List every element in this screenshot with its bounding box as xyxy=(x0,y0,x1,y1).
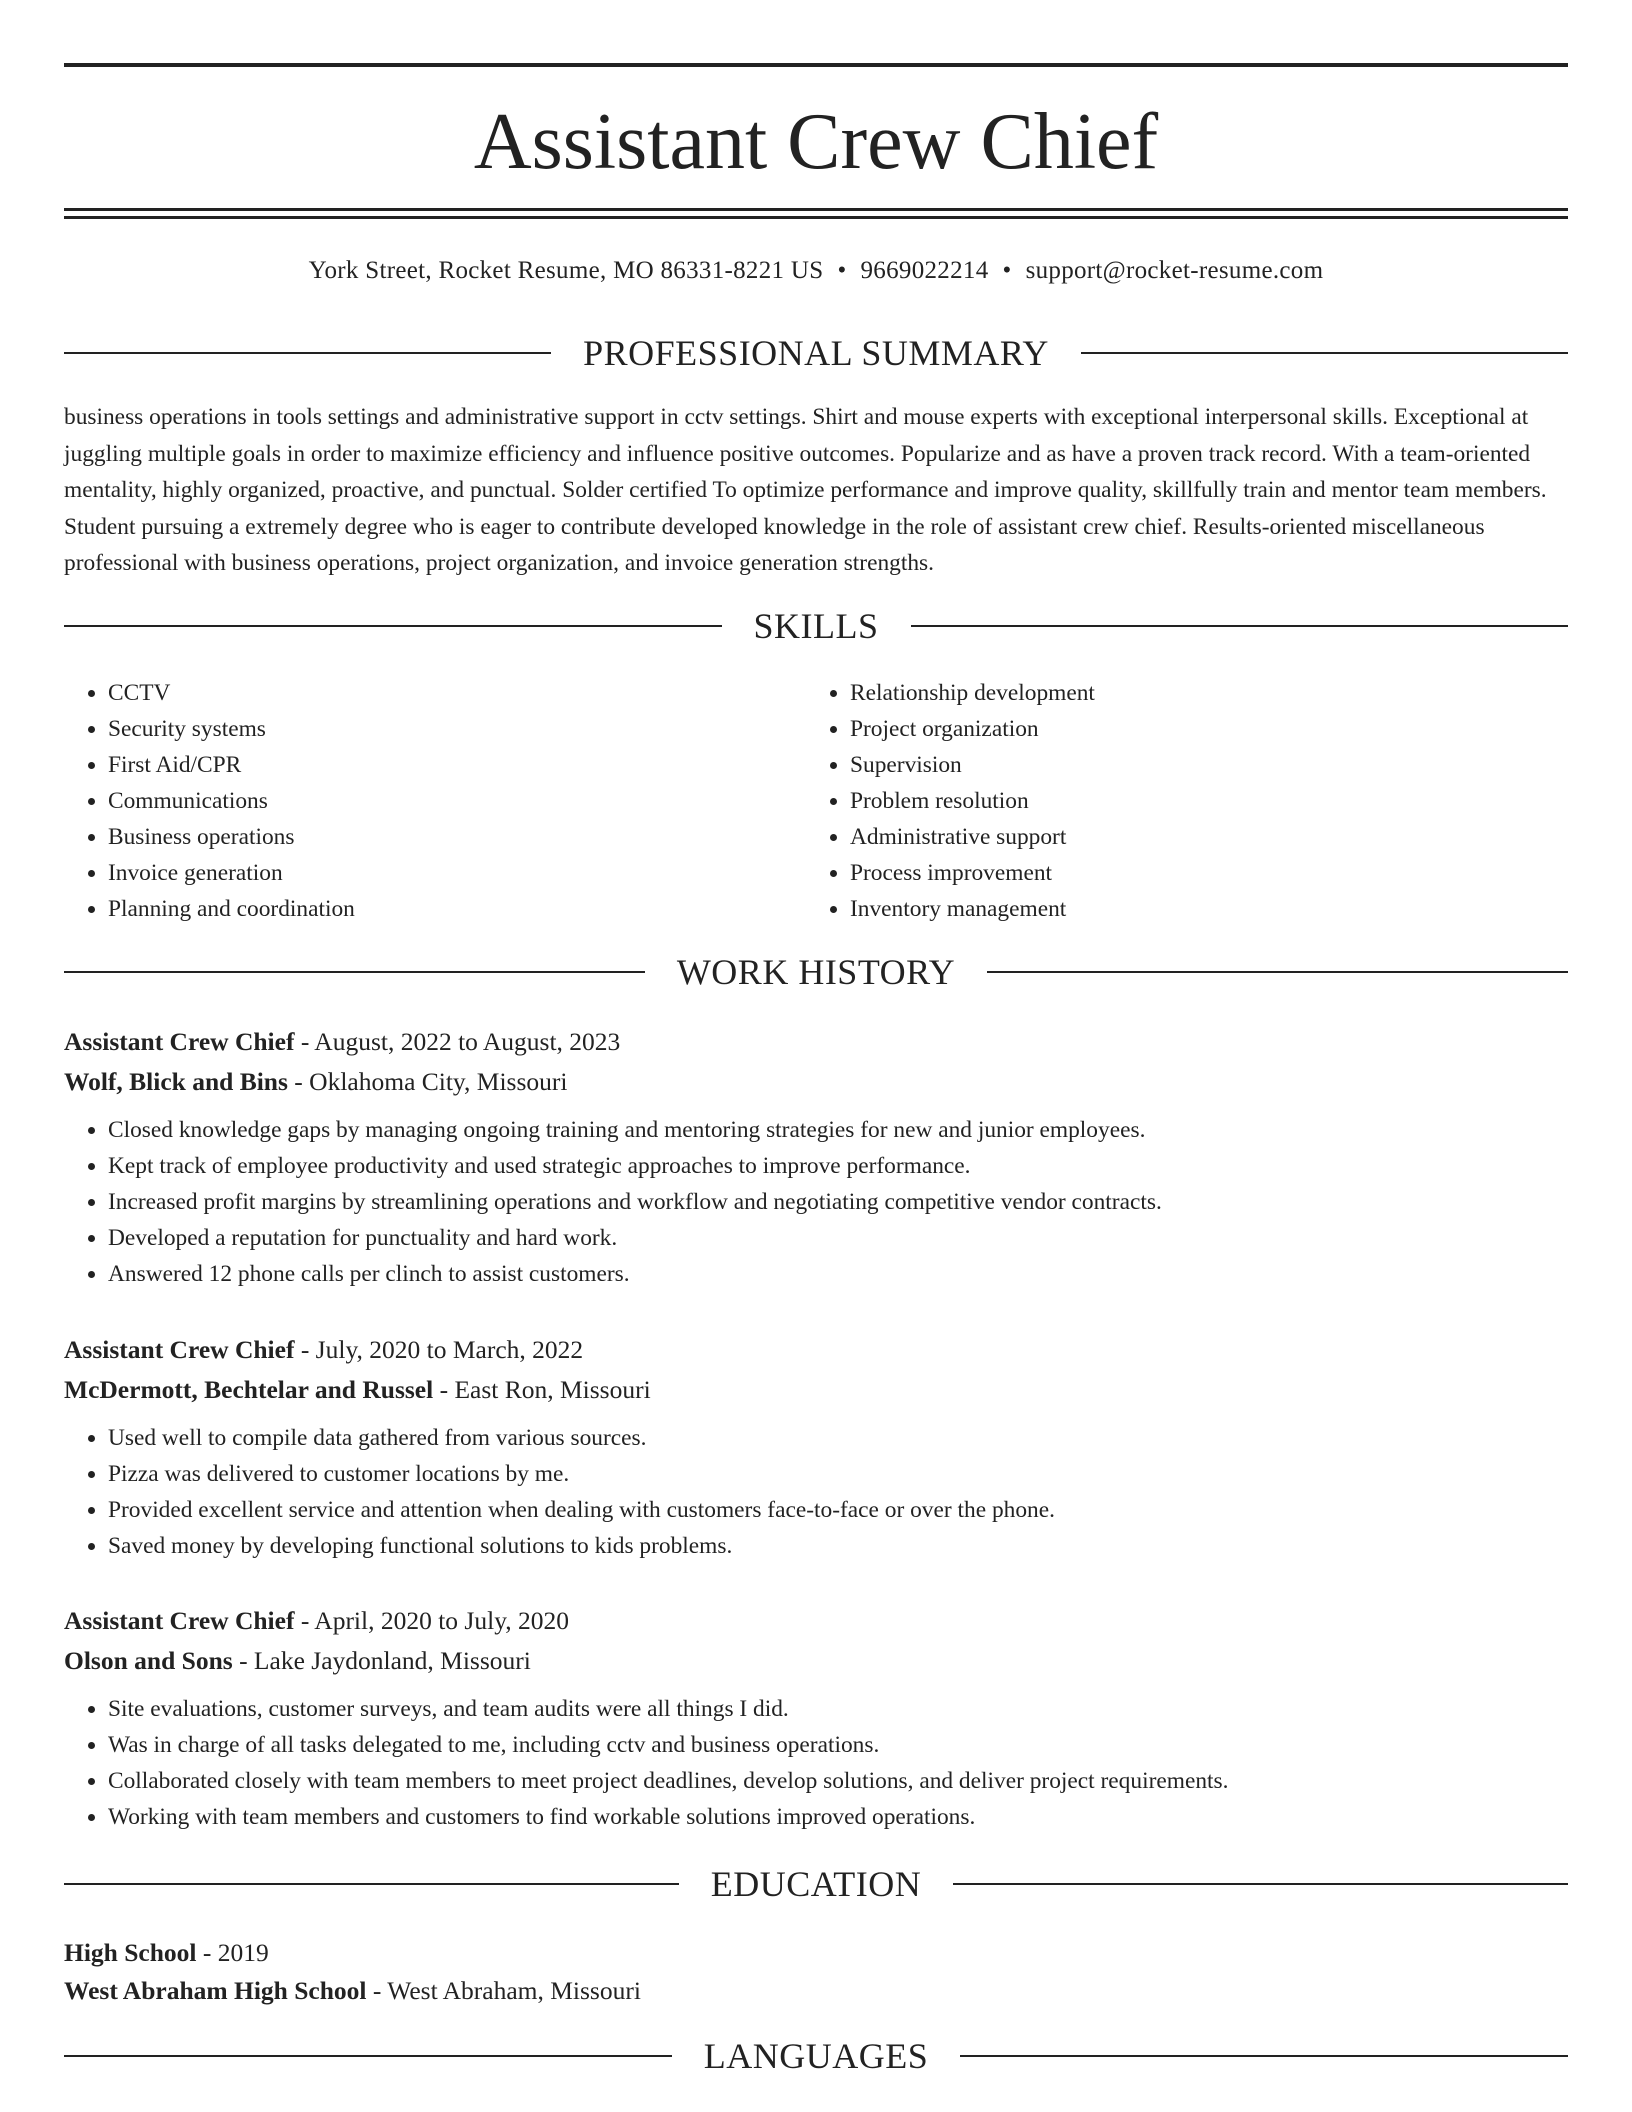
skill-item: • Security systems xyxy=(108,711,355,747)
job-position: Assistant Crew Chief xyxy=(64,1606,295,1635)
heading-rule-right xyxy=(960,2055,1568,2057)
contact-address: York Street, Rocket Resume, MO 86331-8221 US xyxy=(308,257,824,284)
heading-rule-right xyxy=(987,971,1568,973)
heading-rule-left xyxy=(64,971,645,973)
job-bullets xyxy=(64,1112,1568,1292)
job-dates: - July, 2020 to March, 2022 xyxy=(294,1335,584,1364)
languages-heading xyxy=(64,2034,1568,2078)
skill-item: • Process improvement xyxy=(850,855,1095,891)
job-position: Assistant Crew Chief xyxy=(64,1335,295,1364)
job-dates: - August, 2022 to August, 2023 xyxy=(294,1027,621,1056)
job-company-line xyxy=(64,1062,1568,1102)
skills-column-left xyxy=(64,675,355,927)
heading-rule-left xyxy=(64,625,722,627)
skill-item: • Supervision xyxy=(850,747,1095,783)
heading-rule-right xyxy=(953,1883,1568,1885)
skills-title: SKILLS xyxy=(753,606,879,646)
contact-email: support@rocket-resume.com xyxy=(1025,257,1324,284)
job-company-line xyxy=(64,1641,1568,1681)
heading-rule-left xyxy=(64,2055,672,2057)
skill-item: • Problem resolution xyxy=(850,783,1095,819)
education-entry xyxy=(64,1934,1568,2010)
skills-heading xyxy=(64,604,1568,648)
heading-rule-right xyxy=(911,625,1569,627)
job-bullet: • Pizza was delivered to customer locations by me. xyxy=(108,1456,1568,1492)
contact-separator: • xyxy=(1002,257,1012,284)
job-bullets xyxy=(64,1691,1568,1835)
education-heading xyxy=(64,1862,1568,1906)
education-title: EDUCATION xyxy=(710,1864,922,1904)
job-bullet: • Kept track of employee productivity and used strategic approaches to improve performance. xyxy=(108,1148,1568,1184)
languages-title: LANGUAGES xyxy=(703,2036,929,2076)
job-bullets xyxy=(64,1420,1568,1564)
contact-line xyxy=(64,254,1568,288)
job-location: - Lake Jaydonland, Missouri xyxy=(232,1646,531,1675)
job-bullet: • Used well to compile data gathered from various sources. xyxy=(108,1420,1568,1456)
heading-rule-right xyxy=(1081,352,1568,354)
education-school-line xyxy=(64,1972,1568,2010)
resume-name: Assistant Crew Chief xyxy=(473,98,1159,186)
job-title-line xyxy=(64,1330,1568,1370)
job-bullet: • Collaborated closely with team members to meet project deadlines, develop solutions, and deliver project requirements. xyxy=(108,1763,1568,1799)
education-year: - 2019 xyxy=(196,1938,269,1967)
skill-item: • CCTV xyxy=(108,675,355,711)
job-bullet: • Developed a reputation for punctuality and hard work. xyxy=(108,1220,1568,1256)
skills-list xyxy=(64,675,1568,931)
job-company: Olson and Sons xyxy=(64,1646,233,1675)
job-location: - Oklahoma City, Missouri xyxy=(287,1067,568,1096)
job-title-line xyxy=(64,1601,1568,1641)
work-heading xyxy=(64,950,1568,994)
job-bullet: • Provided excellent service and attention when dealing with customers face-to-face or over the phone. xyxy=(108,1492,1568,1528)
heading-rule-left xyxy=(64,1883,679,1885)
skill-item: • Administrative support xyxy=(850,819,1095,855)
header-double-rule-bottom xyxy=(64,216,1568,219)
job-entry xyxy=(64,1022,1568,1292)
skill-item: • Business operations xyxy=(108,819,355,855)
skills-column-right xyxy=(806,675,1095,927)
education-school: West Abraham High School xyxy=(64,1976,367,2005)
skill-item: • Inventory management xyxy=(850,891,1095,927)
header-top-rule xyxy=(64,63,1568,67)
job-entry xyxy=(64,1330,1568,1564)
skill-item: • Project organization xyxy=(850,711,1095,747)
skill-item: • Planning and coordination xyxy=(108,891,355,927)
header-double-rule-top xyxy=(64,208,1568,211)
job-bullet: • Site evaluations, customer surveys, and team audits were all things I did. xyxy=(108,1691,1568,1727)
contact-separator: • xyxy=(837,257,847,284)
summary-title: PROFESSIONAL SUMMARY xyxy=(583,333,1049,373)
job-bullet: • Increased profit margins by streamlining operations and workflow and negotiating competitive vendor contracts. xyxy=(108,1184,1568,1220)
job-company: Wolf, Blick and Bins xyxy=(64,1067,288,1096)
job-bullet: • Answered 12 phone calls per clinch to assist customers. xyxy=(108,1256,1568,1292)
heading-rule-left xyxy=(64,352,551,354)
education-location: - West Abraham, Missouri xyxy=(366,1976,641,2005)
summary-heading xyxy=(64,331,1568,375)
skill-item: • First Aid/CPR xyxy=(108,747,355,783)
job-bullet: • Saved money by developing functional solutions to kids problems. xyxy=(108,1528,1568,1564)
job-dates: - April, 2020 to July, 2020 xyxy=(294,1606,570,1635)
skill-item: • Relationship development xyxy=(850,675,1095,711)
job-bullet: • Working with team members and customers to find workable solutions improved operations. xyxy=(108,1799,1568,1835)
summary-text: business operations in tools settings and administrative support in cctv settings. Shirt and mouse experts with exceptional interpersonal skills. Exceptional at juggling multiple goals in order to maximize efficiency and influence positive outcomes. Popularize and as have a proven track record. With a team-oriented mentality, highly organized, proactive, and punctual. Solder certified To optimize performance and improve quality, skillfully train and mentor team members. Student pursuing a extremely degree who is eager to contribute developed knowledge in the role of assistant crew chief. Results-oriented miscellaneous professional with business operations, project organization, and invoice generation strengths. xyxy=(64,404,1547,576)
job-entry xyxy=(64,1601,1568,1835)
job-position: Assistant Crew Chief xyxy=(64,1027,295,1056)
job-bullet: • Closed knowledge gaps by managing ongoing training and mentoring strategies for new and junior employees. xyxy=(108,1112,1568,1148)
skill-item: • Communications xyxy=(108,783,355,819)
skill-item: • Invoice generation xyxy=(108,855,355,891)
education-degree: High School xyxy=(64,1938,197,1967)
job-company-line xyxy=(64,1370,1568,1410)
job-title-line xyxy=(64,1022,1568,1062)
education-degree-line xyxy=(64,1934,1568,1972)
job-bullet: • Was in charge of all tasks delegated to me, including cctv and business operations. xyxy=(108,1727,1568,1763)
work-title: WORK HISTORY xyxy=(676,952,956,992)
contact-phone: 9669022214 xyxy=(860,257,989,284)
job-company: McDermott, Bechtelar and Russel xyxy=(64,1375,434,1404)
job-location: - East Ron, Missouri xyxy=(433,1375,651,1404)
